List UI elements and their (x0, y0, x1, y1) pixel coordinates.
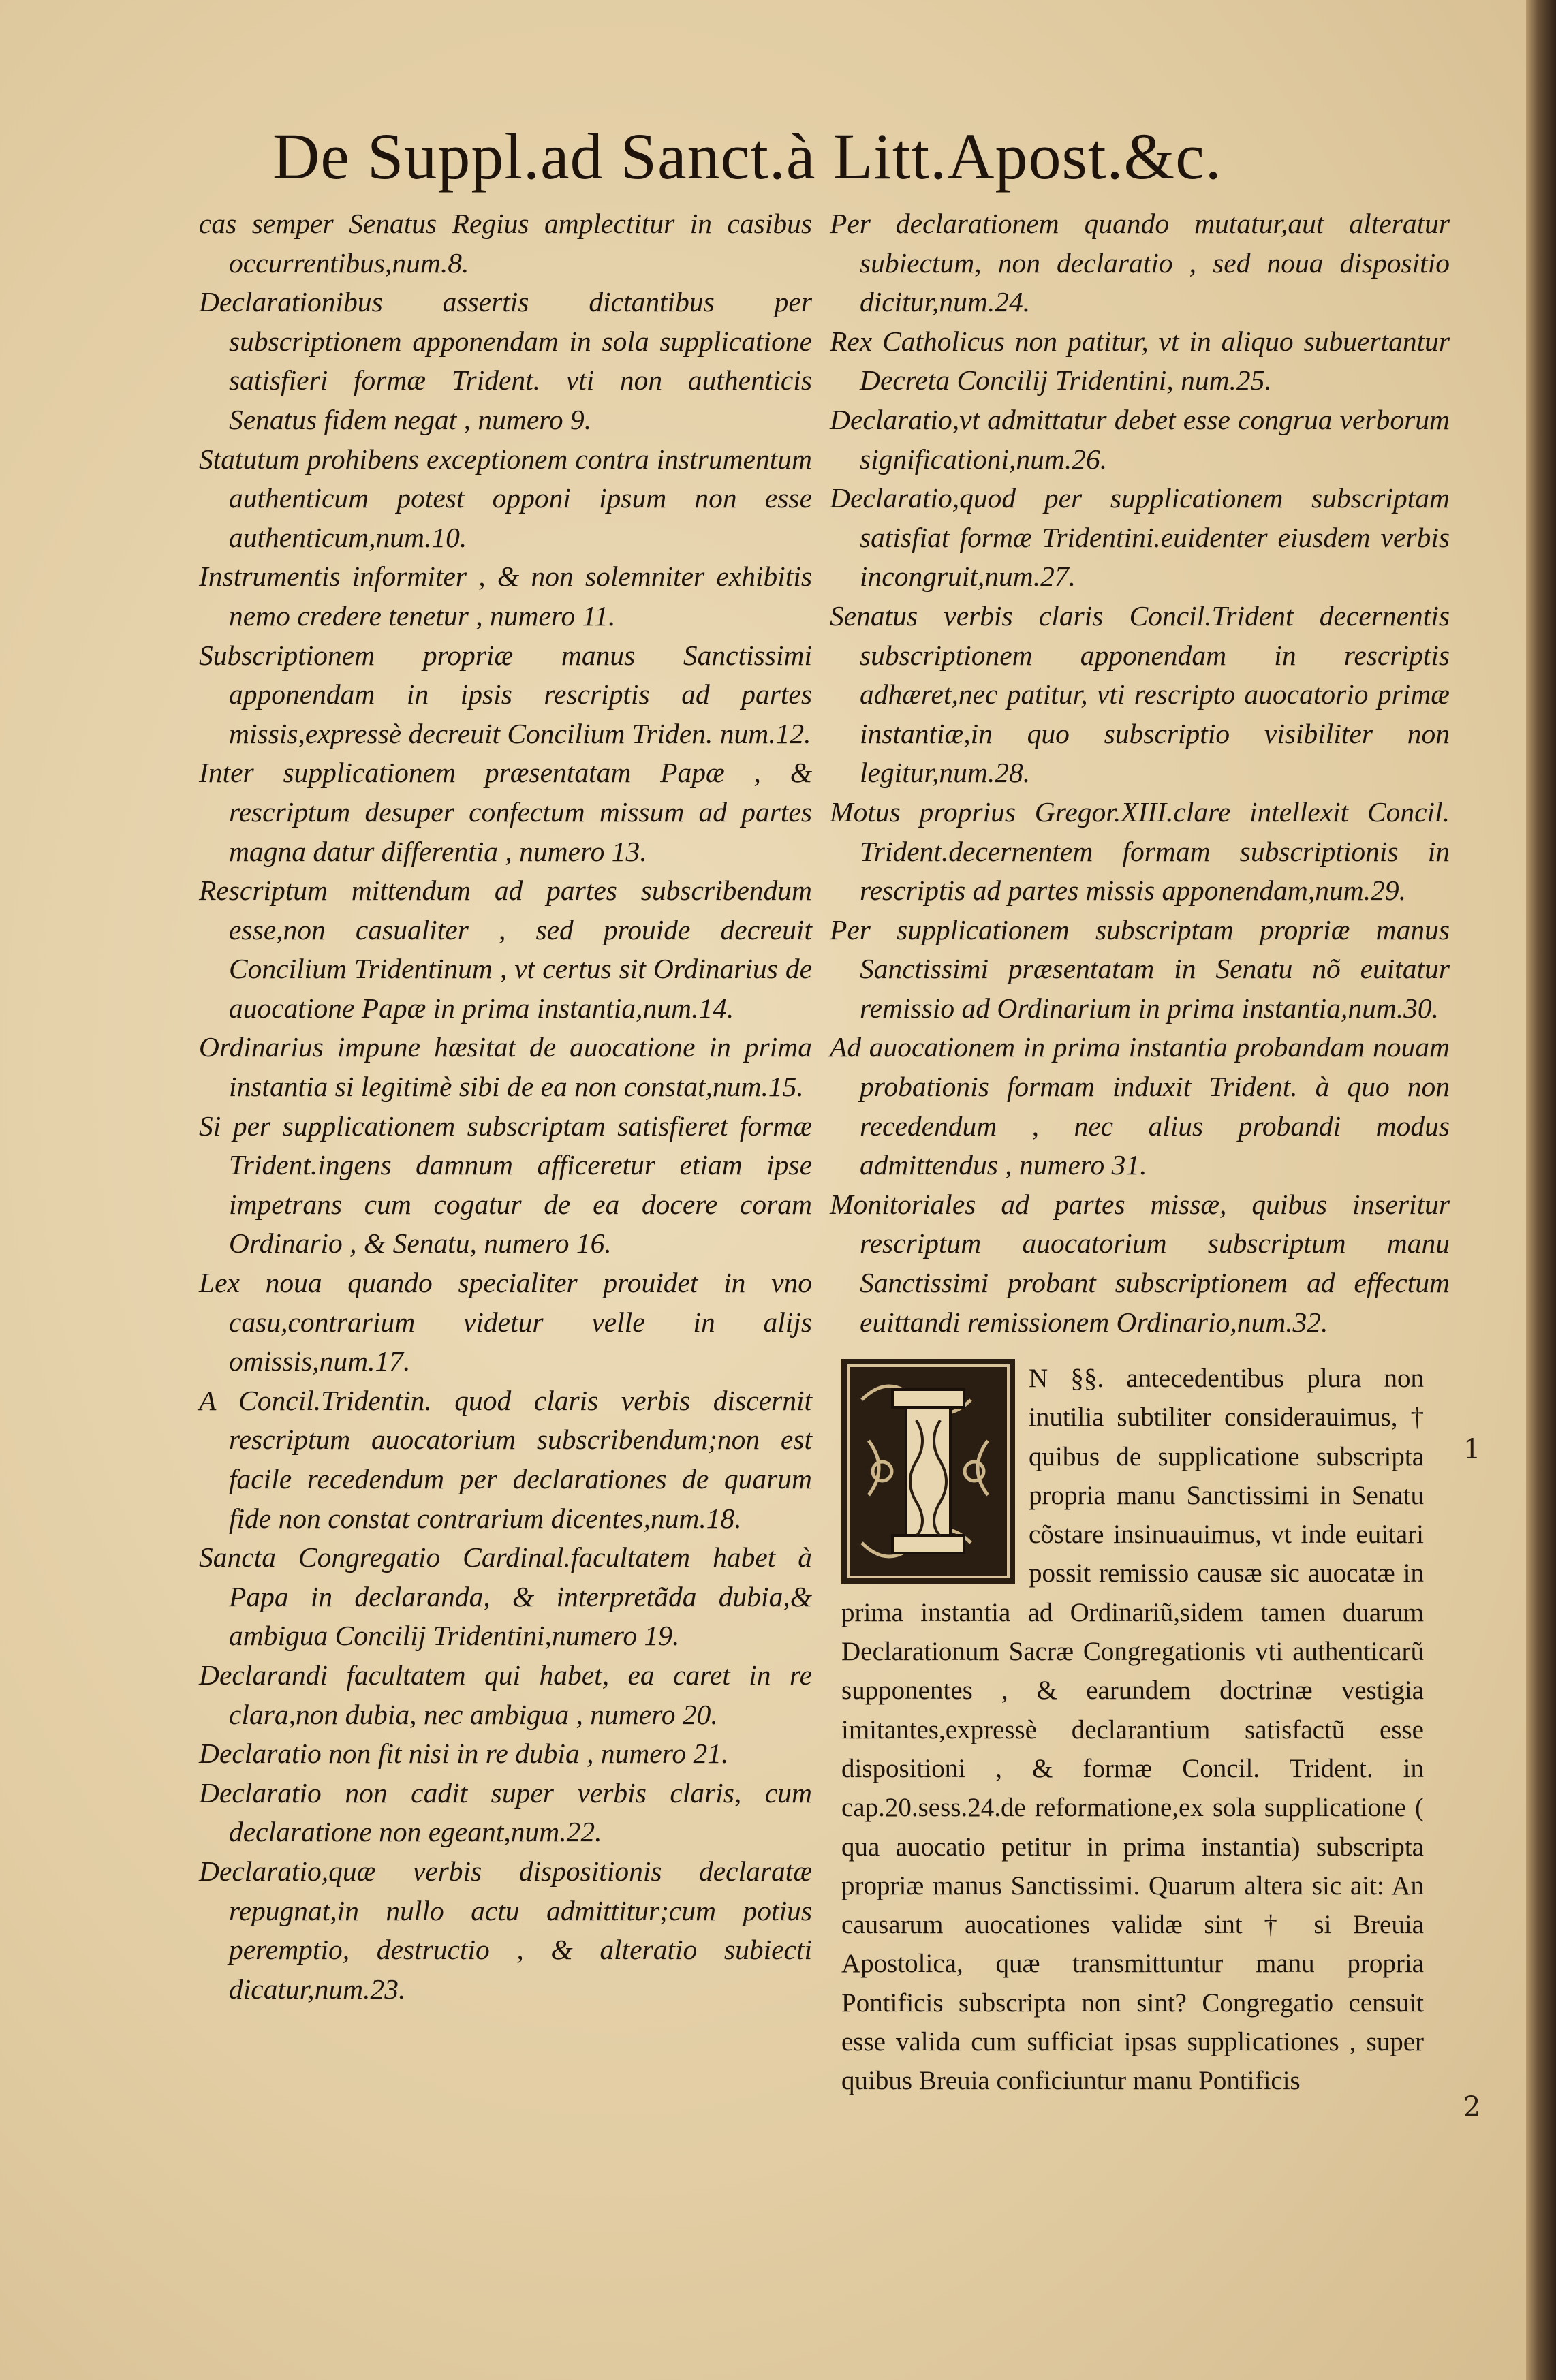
index-entry: Senatus verbis claris Concil.Trident decernentis subscriptionem apponendam in rescriptis adhæret,nec patitur, vti rescripto auocatorio primæ instantiæ,in quo subscriptio visibiliter non legitur,num.28. (830, 599, 1450, 789)
index-entry: Statutum prohibens exceptionem contra instrumentum authenticum potest opponi ipsum non esse authenticum,num.10. (199, 443, 812, 553)
index-entry: A Concil.Tridentin. quod claris verbis discernit rescriptum auocatorium subscribendum;non est facile recedendum per declarationes de quarum fide non constat contrarium dicentes,num.18. (199, 1384, 812, 1534)
index-entry: Declaratio,quod per supplicationem subscriptam satisfiat formæ Tridentini.euidenter eiusdem verbis incongruit,num.27. (830, 482, 1450, 593)
index-entry: Rex Catholicus non patitur, vt in aliquo subuertantur Decreta Concilij Tridentini, num.25. (830, 325, 1450, 396)
index-entry: Subscriptionem propriæ manus Sanctissimi apponendam in ipsis rescriptis ad partes missis,expressè decreuit Concilium Triden. num.12. (199, 639, 812, 749)
index-entry: Rescriptum mittendum ad partes subscribendum esse,non casualiter , sed prouide decreuit Concilium Tridentinum , vt certus sit Ordinarius de auocatione Papæ in prima instantia,num.14. (199, 875, 812, 1024)
index-entry: Ad auocationem in prima instantia probandam nouam probationis formam induxit Trident. à quo non recedendum , nec alius probandi modus admittendus , numero 31. (830, 1031, 1450, 1181)
index-column-right (830, 204, 1450, 1342)
margin-note-2: 2 (1463, 2091, 1481, 2123)
index-entry: Monitoriales ad partes missæ, quibus inseritur rescriptum auocatorium subscriptum manu Sanctissimi probant subscriptionem ad effectum euittandi remissionem Ordinario,num.32. (830, 1188, 1450, 1338)
margin-note-1: 1 (1463, 1434, 1481, 1465)
index-entry: Declaratio,vt admittatur debet esse congrua verborum significationi,num.26. (830, 403, 1450, 475)
decorated-initial-i (841, 1359, 1015, 1584)
index-entry: Declaratio non cadit super verbis claris, cum declaratione non egeant,num.22. (199, 1776, 812, 1848)
index-entry: Ordinarius impune hæsitat de auocatione in prima instantia si legitimè sibi de ea non constat,num.15. (199, 1031, 812, 1103)
index-entry: Si per supplicationem subscriptam satisfieret formæ Trident.ingens damnum afficeretur etiam ipse impetrans cum cogatur de ea docere coram Ordinario , & Senatu, numero 16. (199, 1110, 812, 1259)
index-entry: Lex noua quando specialiter prouidet in vno casu,contrarium videtur velle in alijs omissis,num.17. (199, 1267, 812, 1377)
index-entry: Instrumentis informiter , & non solemniter exhibitis nemo credere tenetur , numero 11. (199, 561, 812, 631)
index-entry: Sancta Congregatio Cardinal.facultatem habet à Papa in declaranda, & interpretãda dubia,& ambigua Concilij Tridentini,numero 19. (199, 1541, 812, 1652)
index-entry: cas semper Senatus Regius amplectitur in casibus occurrentibus,num.8. (199, 208, 812, 279)
index-entry: Per declarationem quando mutatur,aut alteratur subiectum, non declaratio , sed noua dispositio dicitur,num.24. (830, 208, 1450, 318)
index-entry: Declarandi facultatem qui habet, ea caret in re clara,non dubia, nec ambigua , numero 20. (199, 1659, 812, 1730)
index-entry: Motus proprius Gregor.XIII.clare intellexit Concil. Trident.decernentem formam subscriptionis in rescriptis ad partes missis apponendam,num.29. (830, 796, 1450, 907)
index-entry: Declarationibus assertis dictantibus per subscriptionem apponendam in sola supplicatione satisfieri formæ Trident. vti non authenticis Senatus fidem negat , numero 9. (199, 286, 812, 435)
running-head: De Suppl.ad Sanct.à Litt.Apost.&c. (273, 120, 1222, 193)
index-entry: Per supplicationem subscriptam propriæ manus Sanctissimi præsentatam in Senatu nõ euitatur remissio ad Ordinarium in prima instantia,num.30. (830, 913, 1450, 1024)
index-column-left (199, 204, 812, 2009)
body-text-content: N §§. antecedentibus plura non inutilia subtiliter considerauimus, † quibus de supplicatione subscripta propria manu Sanctissimi in Senatu cõstare insinuauimus, vt inde euitari possit remissio causæ sic auocatæ in prima instantia ad Ordinariũ,sidem tamen duarum Declarationum Sacræ Congregationis vti authenticarũ supponentes , & earundem doctrinæ vestigia imitantes,expressè declarantium satisfactũ esse dispositioni , & formæ Concil. Trident. in cap.20.sess.24.de reformatione,ex sola supplicatione ( qua auocatio petitur in prima instantia) subscripta propriæ manus Sanctissimi. Quarum altera sic ait: An causarum auocationes validæ sint † si Breuia Apostolica, quæ transmittuntur manu propria Pontificis subscripta non sint? Congregatio censuit esse valida cum sufficiat ipsas supplicationes , super quibus Breuia conficiuntur manu Pontificis (841, 1364, 1424, 2096)
index-entry: Declaratio non fit nisi in re dubia , numero 21. (199, 1738, 729, 1770)
index-entry: Inter supplicationem præsentatam Papæ , & rescriptum desuper confectum missum ad partes magna datur differentia , numero 13. (199, 757, 812, 867)
page-edge-shadow (1526, 0, 1556, 2380)
index-entry: Declaratio,quæ verbis dispositionis declaratæ repugnat,in nullo actu admittitur;cum potius peremptio, destructio , & alteratio subiecti dicatur,num.23. (199, 1855, 812, 2005)
body-paragraph (841, 1359, 1424, 2101)
